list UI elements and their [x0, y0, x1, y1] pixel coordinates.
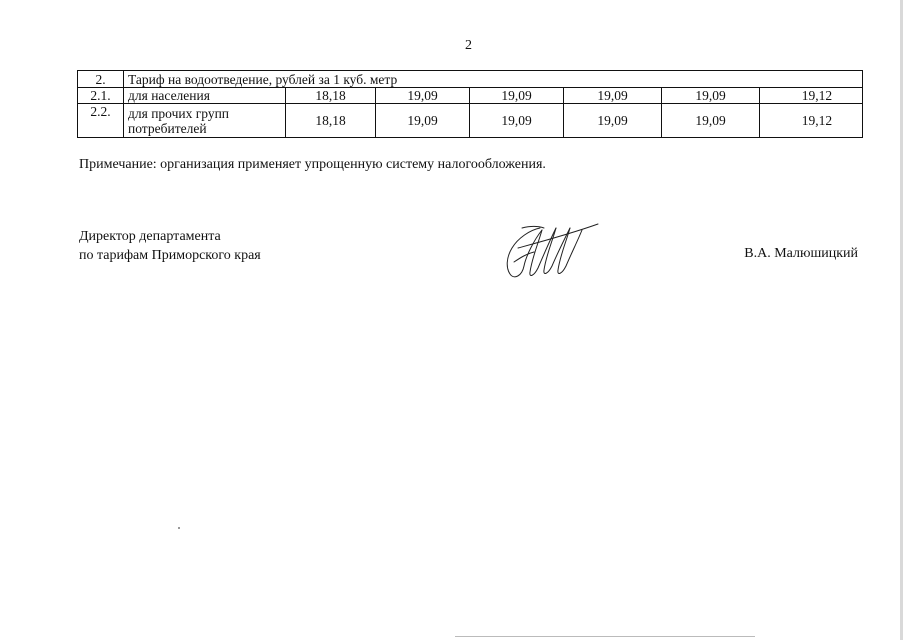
table-cell: 19,09: [564, 88, 662, 104]
signer-position: [79, 227, 261, 265]
scan-edge-line: [455, 636, 755, 637]
table-row-section: [78, 71, 863, 88]
table-cell: 19,09: [470, 104, 564, 138]
signer-position-line: по тарифам Приморского края: [79, 248, 261, 263]
table-row: [78, 104, 863, 138]
row-label: для населения: [124, 88, 286, 104]
tariff-table: [77, 70, 863, 138]
section-title: Тариф на водоотведение, рублей за 1 куб. метр: [124, 71, 863, 88]
table-cell: 18,18: [286, 88, 376, 104]
table-cell: 19,12: [760, 104, 863, 138]
signer-position-line: Директор департамента: [79, 229, 221, 244]
note-text: Примечание: организация применяет упрощенную систему налогообложения.: [79, 157, 546, 172]
scan-edge: [900, 0, 903, 640]
table-cell: 19,09: [662, 88, 760, 104]
handwritten-signature: [500, 218, 600, 284]
page-number: 2: [465, 38, 472, 53]
section-number: 2.: [78, 71, 124, 88]
table-cell: 19,09: [470, 88, 564, 104]
signer-name: В.А. Малюшицкий: [744, 246, 858, 261]
table-cell: 19,09: [564, 104, 662, 138]
row-label: для прочих групп потребителей: [124, 104, 286, 138]
table-row: [78, 88, 863, 104]
table-cell: 19,09: [376, 104, 470, 138]
table-cell: 19,09: [662, 104, 760, 138]
table-cell: 19,09: [376, 88, 470, 104]
row-number: 2.2.: [78, 104, 124, 138]
table-cell: 18,18: [286, 104, 376, 138]
table-cell: 19,12: [760, 88, 863, 104]
scan-speck: [178, 527, 180, 529]
row-number: 2.1.: [78, 88, 124, 104]
